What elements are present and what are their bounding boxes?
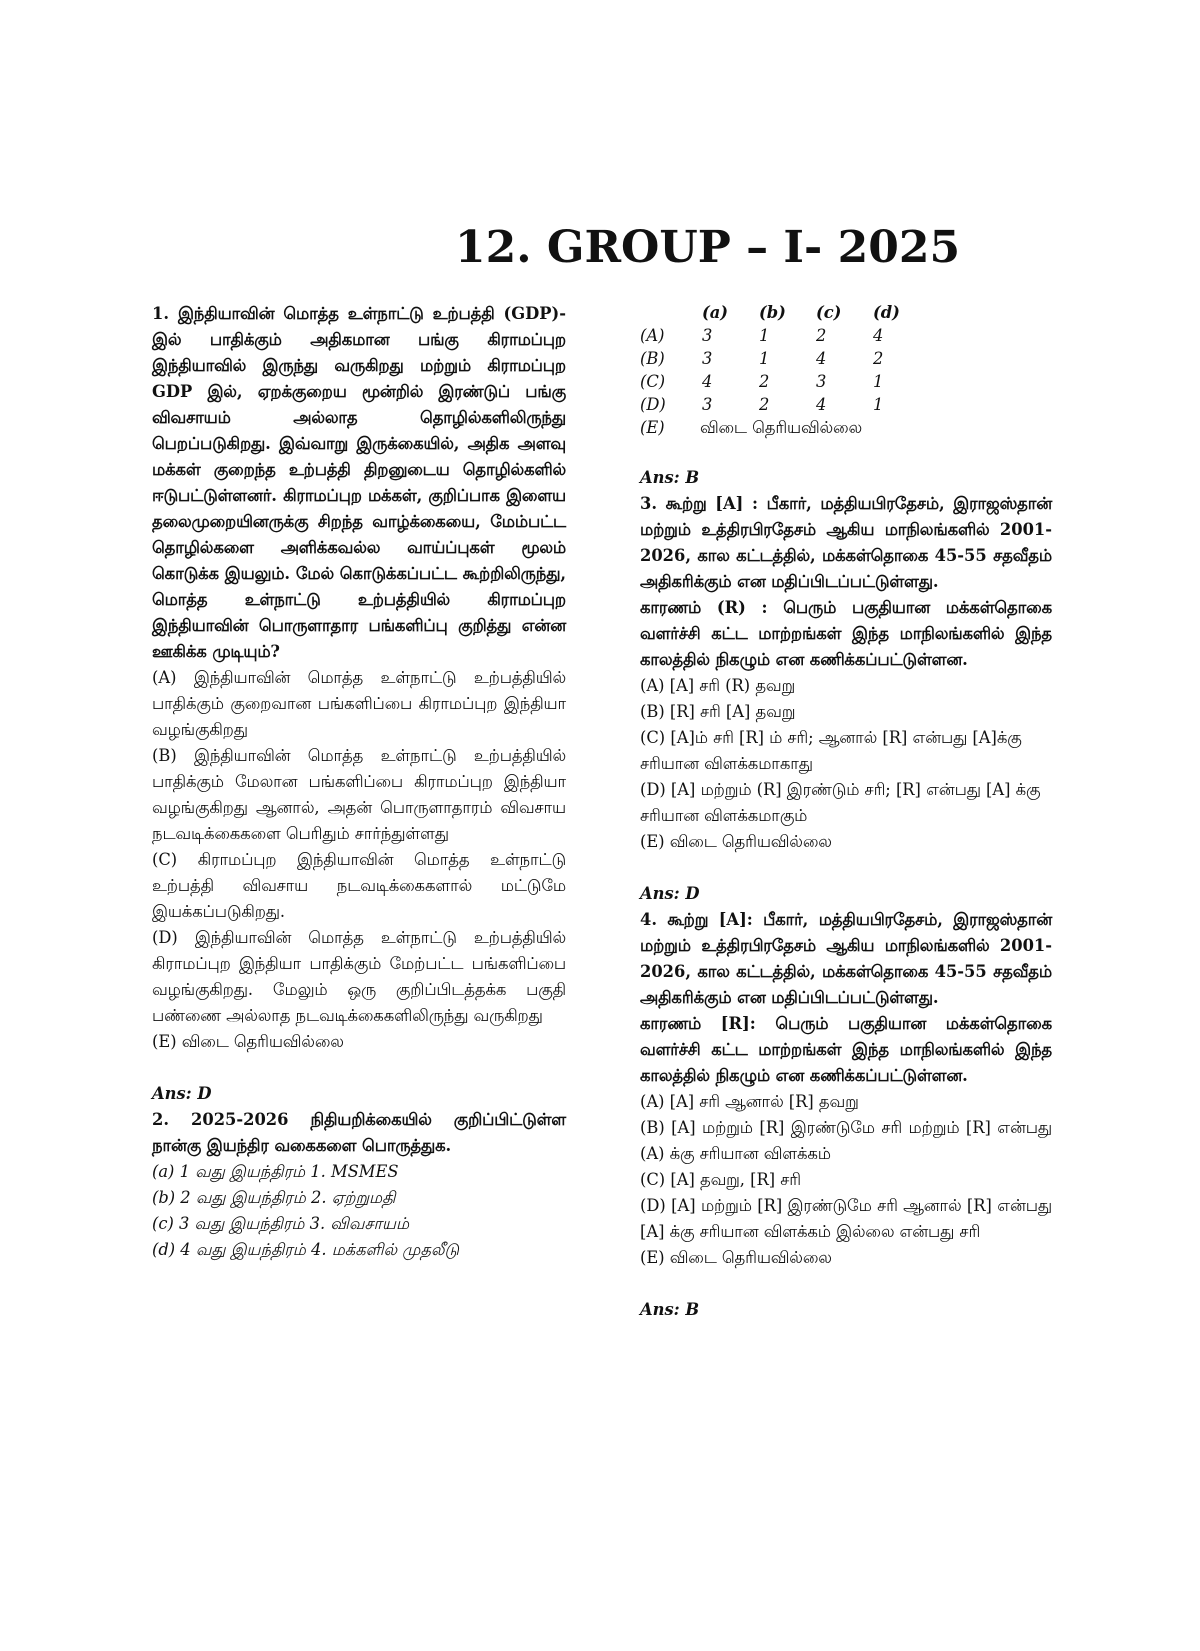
table-cell: 1	[759, 349, 770, 368]
option-a: (A) [A] சரி ஆனால் [R] தவறு	[640, 1092, 859, 1111]
option-d: (D) [A] மற்றும் (R] இரண்டும் சரி; [R] என்பது [A] க்கு சரியான விளக்கமாகும்	[640, 780, 1041, 825]
option-b: (B) [A] மற்றும் [R] இரண்டுமே சரி மற்றும் [R] என்பது (A) க்கு சரியான விளக்கம்	[640, 1118, 1052, 1163]
option-c: (C) கிராமப்புற இந்தியாவின் மொத்த உள்நாட்டு உற்பத்தி விவசாய நடவடிக்கைகளால் மட்டுமே இயக்கப்படுகிறது.	[152, 850, 566, 921]
option-c: (C) [A]ம் சரி [R] ம் சரி; ஆனால் [R] என்பது [A]க்கு சரியான விளக்கமாகாது	[640, 728, 1022, 773]
table-cell: 1	[873, 395, 884, 414]
row-label: (C)	[640, 372, 666, 391]
table-cell: 1	[873, 372, 884, 391]
table-cell: 1	[759, 326, 770, 345]
row-label: (B)	[640, 349, 665, 368]
reason-text: காரணம் [R]: பெரும் பகுதியான மக்கள்தொகை வளர்ச்சி கட்ட மாற்றங்கள் இந்த மாநிலங்களில் இந்த காலத்தில் நிகழும் என கணிக்கப்பட்டுள்ளன.	[640, 1014, 1052, 1085]
match-item: (a) 1 வது இயந்திரம் 1. MSMES	[152, 1162, 399, 1181]
option-d: (D) [A] மற்றும் [R] இரண்டுமே சரி ஆனால் [R] என்பது [A] க்கு சரியான விளக்கம் இல்லை என்பது சரி	[640, 1196, 1052, 1241]
answer-label: Ans: B	[640, 468, 700, 487]
column-header: (d)	[873, 303, 900, 322]
table-cell: 3	[702, 349, 713, 368]
table-cell: 4	[816, 395, 827, 414]
table-cell: 3	[702, 395, 713, 414]
option-a: (A) இந்தியாவின் மொத்த உள்நாட்டு உற்பத்தியில் பாதிக்கும் குறைவான பங்களிப்பை கிராமப்புற இந்தியா வழங்குகிறது	[152, 668, 566, 739]
table-row	[640, 324, 928, 347]
column-header: (a)	[702, 303, 728, 322]
option-b: (B) இந்தியாவின் மொத்த உள்நாட்டு உற்பத்தியில் பாதிக்கும் மேலான பங்களிப்பை கிராமப்புற இந்தியா வழங்குகிறது ஆனால், அதன் பொருளாதாரம் விவசாய நடவடிக்கைகளை பெரிதும் சார்ந்துள்ளது	[152, 746, 566, 843]
table-cell: 2	[873, 349, 884, 368]
table-cell: 2	[816, 326, 827, 345]
question-2-continued	[640, 301, 1052, 491]
assertion-text: 3. கூற்று [A] : பீகார், மத்தியபிரதேசம், இராஜஸ்தான் மற்றும் உத்திரபிரதேசம் ஆகிய மாநிலங்களில் 2001-2026, கால கட்டத்தில், மக்கள்தொகை 45-55 சதவீதம் அதிகரிக்கும் என மதிப்பிடப்பட்டுள்ளது.	[640, 494, 1052, 591]
table-cell: 3	[702, 326, 713, 345]
table-row	[640, 370, 928, 393]
column-header: (c)	[816, 303, 842, 322]
match-table	[640, 301, 928, 439]
question-4	[640, 907, 1052, 1323]
option-c: (C) [A] தவறு, [R] சரி	[640, 1170, 801, 1189]
table-row	[640, 393, 928, 416]
table-cell: 4	[873, 326, 884, 345]
table-row	[640, 347, 928, 370]
match-item: (c) 3 வது இயந்திரம் 3. விவசாயம்	[152, 1214, 410, 1233]
match-table-header	[640, 301, 928, 324]
reason-text: காரணம் (R) : பெரும் பகுதியான மக்கள்தொகை வளர்ச்சி கட்ட மாற்றங்கள் இந்த மாநிலங்களில் இந்த காலத்தில் நிகழும் என கணிக்கப்பட்டுள்ளன.	[640, 598, 1052, 669]
question-text: 1. இந்தியாவின் மொத்த உள்நாட்டு உற்பத்தி (GDP)-இல் பாதிக்கும் அதிகமான பங்கு கிராமப்புற இந்தியாவில் இருந்து வருகிறது மற்றும் கிராமப்புற GDP இல், ஏறக்குறைய மூன்றில் இரண்டுப் பங்கு விவசாயம் அல்லாத தொழில்களிலிருந்து பெறப்படுகிறது. இவ்வாறு இருக்கையில், அதிக அளவு மக்கள் குறைந்த உற்பத்தி திறனுடைய தொழில்களில் ஈடுபட்டுள்ளனர். கிராமப்புற மக்கள், குறிப்பாக இளைய தலைமுறையினருக்கு சிறந்த வாழ்க்கையை, மேம்பட்ட தொழில்களை அளிக்கவல்ல வாய்ப்புகள் மூலம் கொடுக்க இயலும். மேல் கொடுக்கப்பட்ட கூற்றிலிருந்து, மொத்த உள்நாட்டு உற்பத்தியில் கிராமப்புற இந்தியாவின் பொருளாதார பங்களிப்பு குறித்து என்ன ஊகிக்க முடியும்?	[152, 304, 566, 661]
question-text: 2. 2025-2026 நிதியறிக்கையில் குறிப்பிட்டுள்ள நான்கு இயந்திர வகைகளை பொருத்துக.	[152, 1110, 566, 1155]
match-item: (d) 4 வது இயந்திரம் 4. மக்களில் முதலீடு	[152, 1240, 460, 1259]
answer-label: Ans: B	[640, 1300, 700, 1319]
right-column	[640, 301, 1052, 1323]
row-label: (E)	[640, 418, 665, 437]
column-header: (b)	[759, 303, 786, 322]
question-3	[640, 491, 1052, 907]
assertion-text: 4. கூற்று [A]: பீகார், மத்தியபிரதேசம், இராஜஸ்தான் மற்றும் உத்திரபிரதேசம் ஆகிய மாநிலங்களில் 2001-2026, கால கட்டத்தில், மக்கள்தொகை 45-55 சதவீதம் அதிகரிக்கும் என மதிப்பிடப்பட்டுள்ளது.	[640, 910, 1052, 1007]
option-e: (E) விடை தெரியவில்லை	[640, 832, 832, 851]
table-row	[640, 416, 928, 439]
page-title: 12. GROUP – I- 2025	[455, 222, 961, 273]
table-cell: விடை தெரியவில்லை	[700, 418, 862, 437]
match-item: (b) 2 வது இயந்திரம் 2. ஏற்றுமதி	[152, 1188, 396, 1207]
option-a: (A) [A] சரி (R) தவறு	[640, 676, 796, 695]
table-cell: 2	[759, 395, 770, 414]
question-1	[152, 301, 566, 1107]
answer-label: Ans: D	[152, 1084, 212, 1103]
row-label: (A)	[640, 326, 665, 345]
option-e: (E) விடை தெரியவில்லை	[152, 1032, 344, 1051]
option-b: (B) [R] சரி [A] தவறு	[640, 702, 796, 721]
table-cell: 2	[759, 372, 770, 391]
option-d: (D) இந்தியாவின் மொத்த உள்நாட்டு உற்பத்தியில் கிராமப்புற இந்தியா பாதிக்கும் மேற்பட்ட பங்களிப்பை வழங்குகிறது. மேலும் ஒரு குறிப்பிடத்தக்க பகுதி பண்ணை அல்லாத நடவடிக்கைகளிலிருந்து வருகிறது	[152, 928, 566, 1025]
option-e: (E) விடை தெரியவில்லை	[640, 1248, 832, 1267]
left-column	[152, 301, 566, 1263]
answer-label: Ans: D	[640, 884, 700, 903]
table-cell: 3	[816, 372, 827, 391]
table-cell: 4	[816, 349, 827, 368]
table-cell: 4	[702, 372, 713, 391]
row-label: (D)	[640, 395, 666, 414]
question-2	[152, 1107, 566, 1263]
